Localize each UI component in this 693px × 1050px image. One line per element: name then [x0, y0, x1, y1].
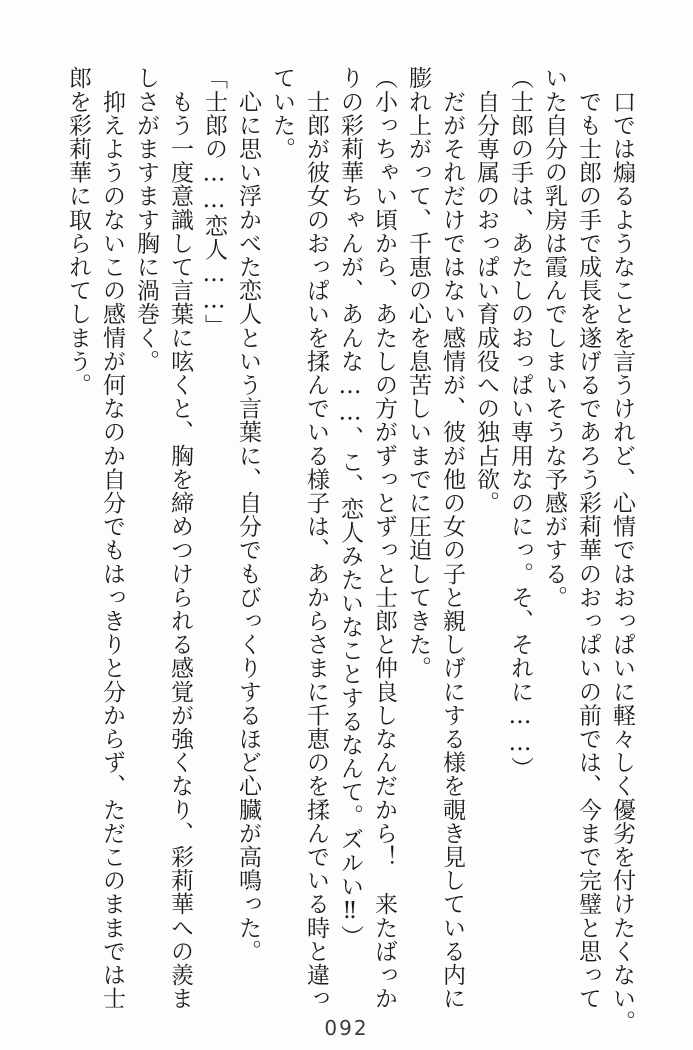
text-line: 郎を彩莉華に取られてしまう。 — [65, 66, 91, 397]
text-line: だがそれだけではない感情が、彼が他の女の子と親しげにする様を覗き見している内に — [439, 66, 465, 1010]
text-line: でも士郎の手で成長を遂げるであろう彩莉華のおっぱいの前では、今まで完璧と思って — [575, 66, 601, 1010]
text-line: しさがますます胸に渦巻く。 — [133, 66, 159, 373]
text-line: 口では煽るようなことを言うけれど、心情ではおっぱいに軽々しく優劣を付けたくない。 — [609, 66, 635, 1034]
text-line: 抑えようのないこの感情が何なのか自分でもはっきりと分からず、ただこのままでは士 — [99, 66, 125, 1010]
text-line: ていた。 — [269, 66, 295, 161]
page-number: 092 — [324, 1016, 369, 1040]
text-line: 心に思い浮かべた恋人という言葉に、自分でもびっくりするほど心臓が高鳴った。 — [235, 66, 261, 963]
text-line: 自分専属のおっぱい育成役への独占欲。 — [473, 66, 499, 515]
text-line: 膨れ上がって、千恵の心を息苦しいまでに圧迫してきた。 — [405, 66, 431, 680]
text-line: 「士郎の……恋人……」 — [201, 66, 227, 338]
text-line: りの彩莉華ちゃんが、あんな……、こ、恋人みたいなことするなんて。ズルい‼） — [337, 66, 363, 949]
text-line: もう一度意識して言葉に呟くと、胸を締めつけられる感覚が強くなり、彩莉華への羨ま — [167, 66, 193, 1010]
text-line: 士郎が彼女のおっぱいを揉んでいる様子は、あからさまに千恵のを揉んでいる時と違っ — [303, 66, 329, 1010]
text-line: いた自分の乳房は霞んでしまいそうな予感がする。 — [541, 66, 567, 609]
text-line: （士郎の手は、あたしのおっぱい専用なのにっ。そ、それに……） — [507, 66, 533, 780]
text-line: （小っちゃい頃から、あたしの方がずっとずっと士郎と仲良しなんだから！ 来たばっか — [371, 66, 397, 1010]
